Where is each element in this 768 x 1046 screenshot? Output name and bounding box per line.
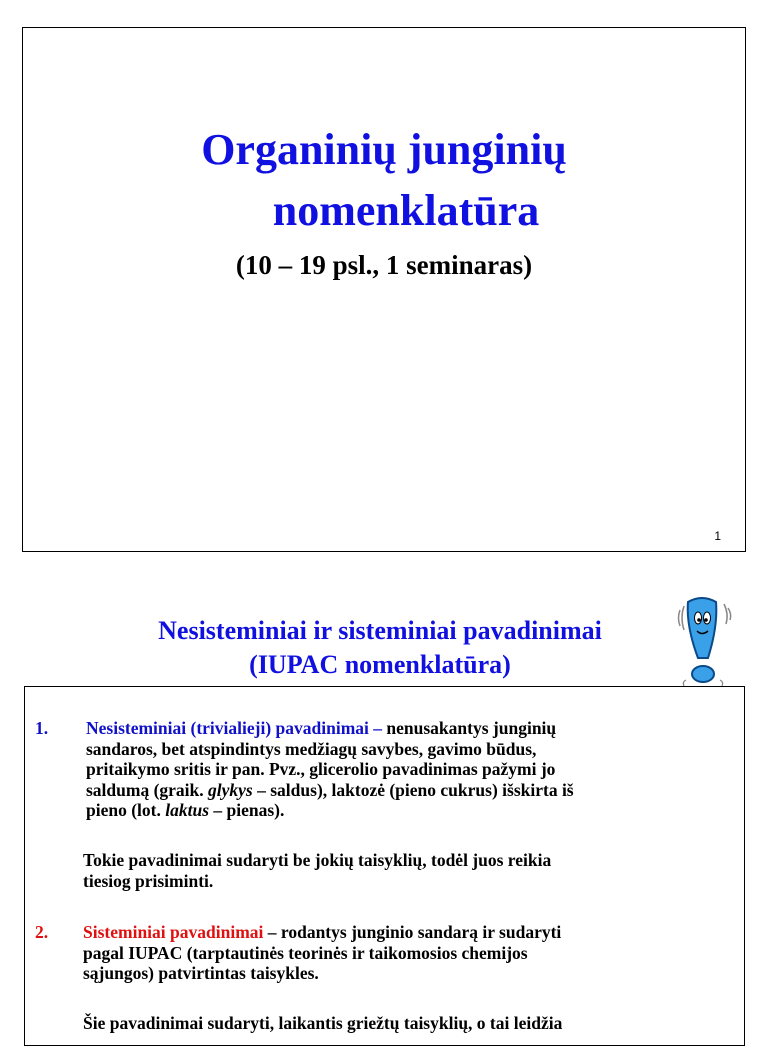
- content-box: [24, 686, 745, 1046]
- note2-paragraph: [83, 1013, 562, 1034]
- item2-line2: pagal IUPAC (tarptautinės teorinės ir taikomosios chemijos: [83, 942, 528, 963]
- item1-line3: pritaikymo sritis ir pan. Pvz., glicerolio pavadinimas pažymi jo: [86, 759, 556, 779]
- item2-term: Sisteminiai pavadinimai: [83, 922, 264, 942]
- note2-line1: Šie pavadinimai sudaryti, laikantis griežtų taisyklių, o tai leidžia: [83, 1013, 563, 1033]
- slide2-heading-line2: (IUPAC nomenklatūra): [249, 650, 511, 679]
- item1-line5-italic: laktus: [165, 800, 210, 820]
- item1-line5a: pieno (lot.: [86, 800, 166, 820]
- title-slide: [22, 27, 746, 552]
- exclamation-mascot-icon: [672, 596, 746, 688]
- item1-line4b: – saldus), laktozė (pieno cukrus) išskirta iš: [252, 779, 574, 800]
- item1-line1-rest: nenusakantys junginių: [382, 718, 557, 738]
- page-number: 1: [714, 529, 721, 543]
- item2-paragraph: [83, 922, 561, 984]
- slide-subtitle: (10 – 19 psl., 1 seminaras): [235, 250, 533, 280]
- item1-line4a: saldumą (graik.: [86, 779, 209, 800]
- item1-term: Nesisteminiai (trivialieji) pavadinimai –: [86, 718, 383, 738]
- item2-line1-rest: – rodantys junginio sandarą ir sudaryti: [263, 922, 562, 942]
- item1-paragraph: [86, 718, 574, 821]
- item2-number: 2.: [35, 922, 49, 942]
- slide2-heading-line1: Nesisteminiai ir sisteminiai pavadinimai: [158, 616, 602, 645]
- item1-line4-italic: glykys: [208, 779, 253, 800]
- note1-paragraph: [83, 850, 551, 891]
- slide-title-line1: Organinių junginių: [201, 125, 567, 174]
- item2-line3: sąjungos) patvirtintas taisykles.: [83, 963, 319, 983]
- item1-line5b: – pienas).: [209, 800, 285, 820]
- item1-line2: sandaros, bet atspindintys medžiagų savybes, gavimo būdus,: [86, 738, 537, 759]
- slide-title-line2: nomenklatūra: [272, 186, 540, 235]
- item1-number: 1.: [35, 718, 49, 738]
- note1-line1: Tokie pavadinimai sudaryti be jokių taisyklių, todėl juos reikia: [83, 850, 552, 870]
- note1-line2: tiesiog prisiminti.: [83, 870, 214, 891]
